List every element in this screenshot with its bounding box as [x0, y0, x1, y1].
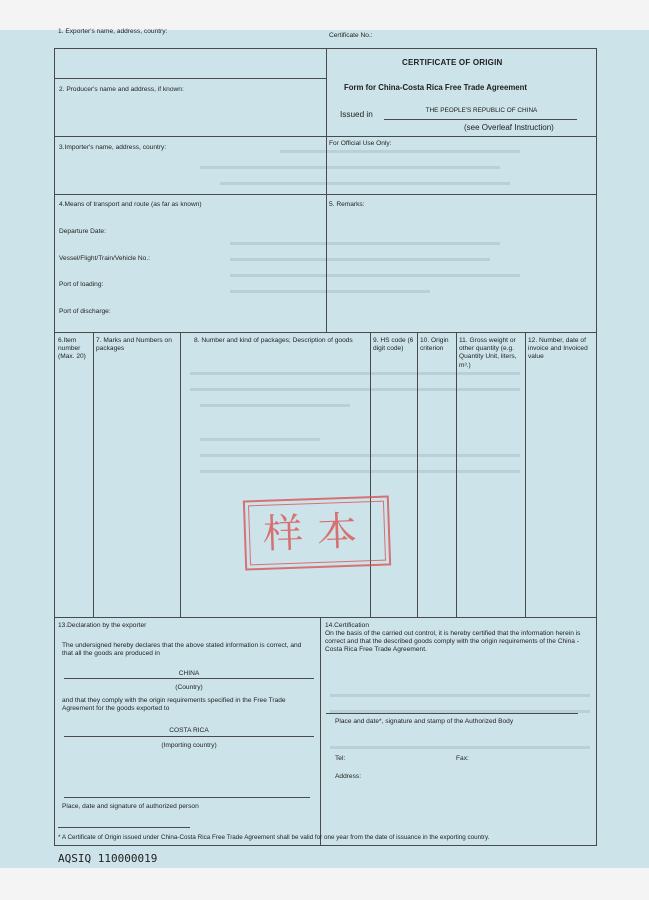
- aqsiq-number: AQSIQ 110000019: [58, 852, 158, 865]
- rule: [456, 332, 457, 617]
- box3-label: 3.Importer's name, address, country:: [59, 144, 167, 151]
- signature-line: [64, 797, 310, 798]
- form-title: Form for China-Costa Rica Free Trade Agreement: [344, 83, 527, 92]
- overleaf-note: (see Overleaf Instruction): [464, 123, 554, 132]
- remarks-label: 5. Remarks:: [329, 201, 365, 208]
- col10-header: 10. Origin criterion: [420, 337, 449, 353]
- fax-label: Fax:: [456, 755, 469, 762]
- certificate-no-label: Certificate No.:: [329, 32, 373, 39]
- col7-header: 7. Marks and Numbers on packages: [96, 337, 172, 353]
- country-line: [64, 678, 314, 679]
- box13-declaration: The undersigned hereby declares that the above stated information is correct, and that all the goods are produced in: [62, 642, 302, 658]
- col8-header: 8. Number and kind of packages; Description of goods: [194, 337, 353, 344]
- box13-label: 13.Declaration by the exporter: [58, 622, 147, 629]
- issued-in-label: Issued in: [340, 110, 373, 119]
- vessel-label: Vessel/Flight/Train/Vehicle No.:: [59, 255, 151, 262]
- official-use-label: For Official Use Only:: [329, 140, 392, 147]
- box4-label: 4.Means of transport and route (as far as known): [59, 201, 202, 208]
- tel-label: Tel:: [335, 755, 346, 762]
- box13-signature-label: Place, date and signature of authorized person: [62, 803, 199, 810]
- col11-header: 11. Gross weight or other quantity (e.g. Quantity Unit, liters, m³.): [459, 337, 517, 369]
- departure-date-label: Departure Date:: [59, 228, 106, 235]
- country-value: CHINA: [178, 670, 200, 677]
- signature-line: [326, 713, 578, 714]
- rule: [93, 332, 94, 617]
- rule: [54, 617, 597, 618]
- box14-signature-label: Place and date*, signature and stamp of the Authorized Body: [335, 718, 514, 725]
- box14-certification-text: On the basis of the carried out control, it is hereby certified that the information herein is correct and that the described goods comply with the origin requirements of the China -Costa Rica Free Trade Agreement.: [325, 630, 581, 654]
- port-discharge-label: Port of discharge:: [59, 308, 111, 315]
- rule: [180, 332, 181, 617]
- port-loading-label: Port of loading:: [59, 281, 104, 288]
- rule: [326, 48, 327, 332]
- rule: [525, 332, 526, 617]
- certificate-title: CERTIFICATE OF ORIGIN: [402, 58, 503, 67]
- col9-header: 9. HS code (6 digit code): [373, 337, 414, 353]
- footnote-rule: [58, 827, 190, 828]
- importing-country-line: [64, 736, 314, 737]
- scan-margin-top: [0, 0, 649, 30]
- issued-in-value: THE PEOPLE'S REPUBLIC OF CHINA: [425, 107, 538, 114]
- sample-stamp: 样本: [243, 495, 391, 570]
- rule: [54, 78, 326, 79]
- col12-header: 12. Number, date of invoice and Invoiced value: [528, 337, 588, 361]
- rule: [320, 617, 321, 846]
- rule: [417, 332, 418, 617]
- box1-label: 1. Exporter's name, address, country:: [58, 28, 168, 35]
- issued-in-line: [384, 119, 577, 120]
- box13-compliance: and that they comply with the origin requirements specified in the Free Trade Agreement for the goods exported to: [62, 697, 286, 713]
- footnote: * A Certificate of Origin issued under China-Costa Rica Free Trade Agreement shall be valid for one year from the date of issuance in the exporting country.: [58, 834, 490, 841]
- col6-header: 6.Item number (Max. 20): [58, 337, 86, 361]
- rule: [54, 332, 597, 333]
- rule: [370, 332, 371, 617]
- country-label: (Country): [175, 684, 203, 691]
- box14-label: 14.Certification: [325, 622, 369, 629]
- scan-margin-bottom: [0, 868, 649, 900]
- address-label: Address:: [335, 773, 362, 780]
- importing-country-value: COSTA RICA: [169, 727, 209, 734]
- box2-label: 2. Producer's name and address, if known:: [59, 86, 184, 93]
- importing-country-label: (Importing country): [161, 742, 217, 749]
